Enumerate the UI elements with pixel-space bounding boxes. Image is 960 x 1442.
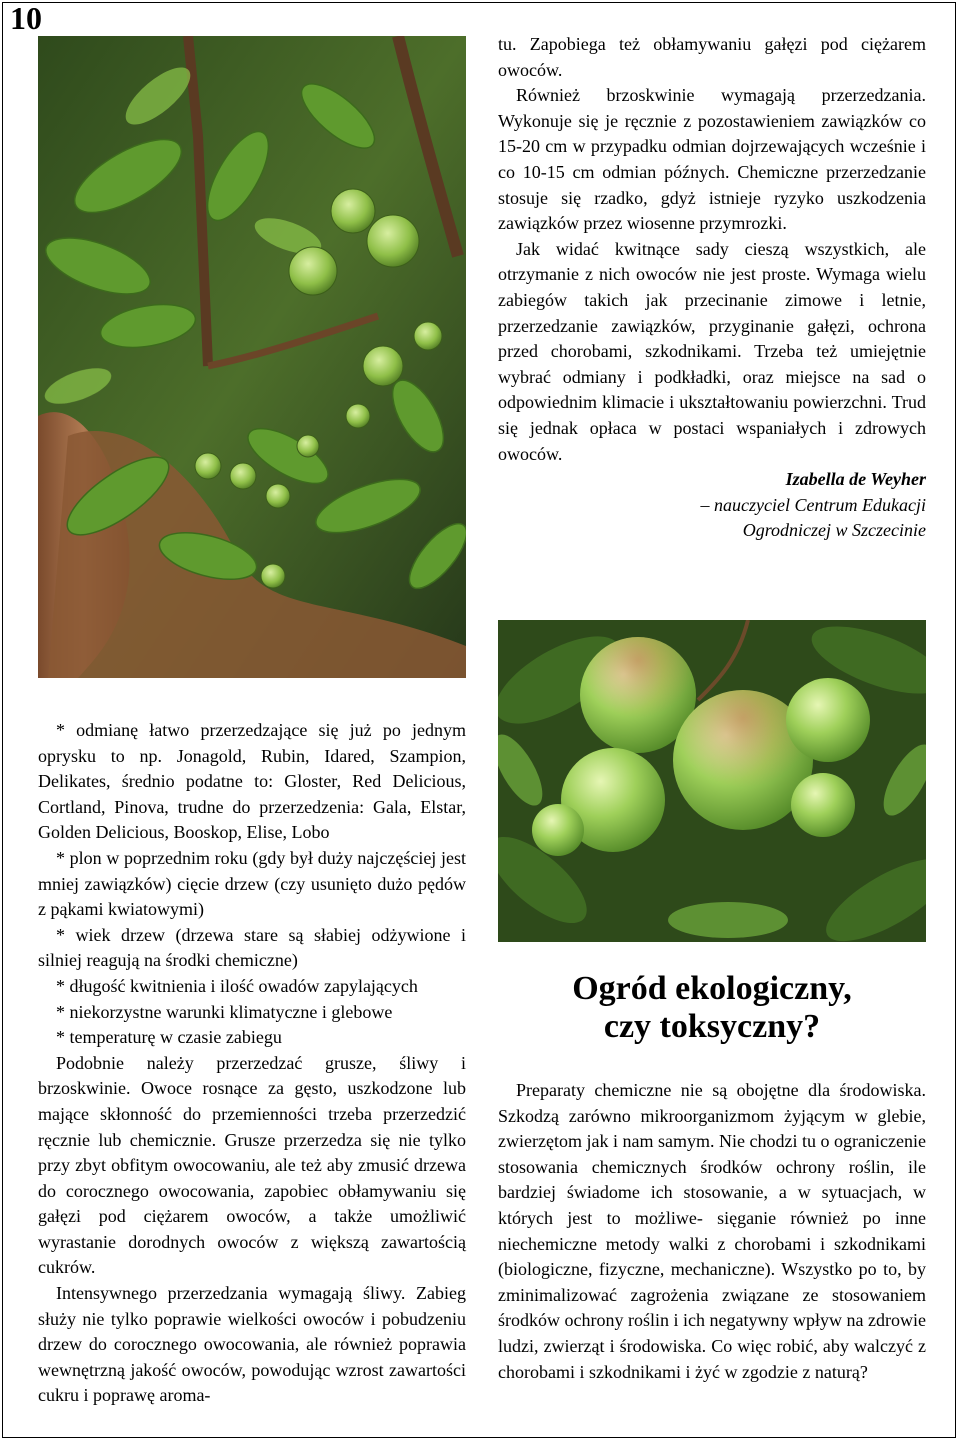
paragraph: Również brzoskwinie wymagają przerzedzania. Wykonuje się je ręcznie z pozostawieniem zawiązków co 15-20 cm w przypadku odmian dojrzewających wcześnie i co 10-15 cm odmian późnych. Chemiczne przerzedzanie stosuje się rzadko, gdyż istnieje ryzyko uszkodzenia zawiązków przez wiosenne przymrozki. — [498, 85, 926, 234]
photo-green-apples — [498, 620, 926, 942]
paragraph: * wiek drzew (drzewa stare są słabiej odżywione i silniej reagują na środki chemiczne) — [38, 924, 466, 971]
paragraph: Podobnie należy przerzedzać grusze, śliwy i brzoskwinie. Owoce rosnące za gęsto, uszkodzone lub mające skłonność do przemienności trzeba przerzedzić ręcznie lub chemicznie. Grusze przerzedza się nie tylko przy zbyt obfitym owocowaniu, ale też aby zmusić drzewa do corocznego owocowania, zapobiec obłamywaniu się gałęzi pod ciężarem owoców, a także umożliwić wyrastanie dorodnych owoców z większą zawartością cukrów. — [38, 1052, 466, 1278]
article2-body — [498, 1078, 926, 1385]
author-role-line: – nauczyciel Centrum Edukacji — [700, 494, 926, 515]
paragraph: * plon w poprzednim roku (gdy był duży najczęściej jest mniej zawiązków) cięcie drzew (czy usunięto dużo pędów z pąkami kwiatowymi) — [38, 847, 466, 920]
title-line: Ogród ekologiczny, — [572, 970, 852, 1007]
paragraph: Preparaty chemiczne nie są obojętne dla środowiska. Szkodzą zarówno mikroorganizmom żyjącym w glebie, zwierzętom jak i nam samym. Nie chodzi tu o ograniczenie stosowania chemicznych środków ochrony roślin, ile bardziej świadome ich stosowanie, a w sytuacjach, w których jest to możliwe- sięganie również po inne niechemiczne metody walki z chorobami i szkodnikami (biologiczne, fizyczne, mechaniczne). Wszystko po to, by zminimalizować zagrożenia związane ze stosowaniem środków ochrony roślin i ich negatywny wpływ na zdrowie ludzi, zwierząt i środowiska. Co więc robić, aby walczyć z chorobami i szkodnikami i żyć w zgodzie z naturą? — [498, 1080, 926, 1382]
paragraph: Intensywnego przerzedzania wymagają śliwy. Zabieg służy nie tylko poprawie wielkości owoców i pobudzeniu drzew do corocznego owocowania, ale również poprawia wewnętrzną jakość owoców, powodując wzrost zawartości cukru i poprawę aroma- — [38, 1283, 466, 1406]
paragraph: * temperaturę w czasie zabiegu — [56, 1027, 282, 1048]
page-number: 10 — [10, 0, 42, 36]
author-signature — [498, 467, 926, 544]
paragraph: tu. Zapobiega też obłamywaniu gałęzi pod ciężarem owoców. — [498, 34, 926, 80]
article2-title — [498, 970, 926, 1046]
paragraph: * niekorzystne warunki klimatyczne i glebowe — [56, 1001, 393, 1022]
title-line: czy toksyczny? — [603, 1008, 821, 1045]
article1-column-right — [498, 32, 926, 544]
paragraph: * długość kwitnienia i ilość owadów zapylających — [56, 975, 418, 996]
paragraph: * odmianę łatwo przerzedzające się już po jednym oprysku to np. Jonagold, Rubin, Idared, Szampion, Delikates, średnio podatne to: Gloster, Red Delicious, Cortland, Pinova, trudne do przerzedzenia: Gala, Elstar, Golden Delicious, Booskop, Elise, Lobo — [38, 720, 466, 843]
paragraph: Jak widać kwitnące sady cieszą wszystkich, ale otrzymanie z nich owoców nie jest proste. Wymaga wielu zabiegów takich jak przecinanie zimowe i letnie, przerzedzanie zawiązków, przyginanie gałęzi, ochrona przed chorobami, szkodnikami. Trzeba też umiejętnie wybrać odmiany i podkładki, oraz miejsce na sad o odpowiednim klimacie i ukształtowaniu powierzchni. Trud się jednak opłaca w postaci wspaniałych i zdrowych owoców. — [498, 238, 926, 464]
author-role-line: Ogrodniczej w Szczecinie — [742, 520, 926, 541]
author-name: Izabella de Weyher — [785, 469, 926, 490]
article1-column-left — [38, 718, 466, 1409]
photo-apple-branch — [38, 36, 466, 678]
